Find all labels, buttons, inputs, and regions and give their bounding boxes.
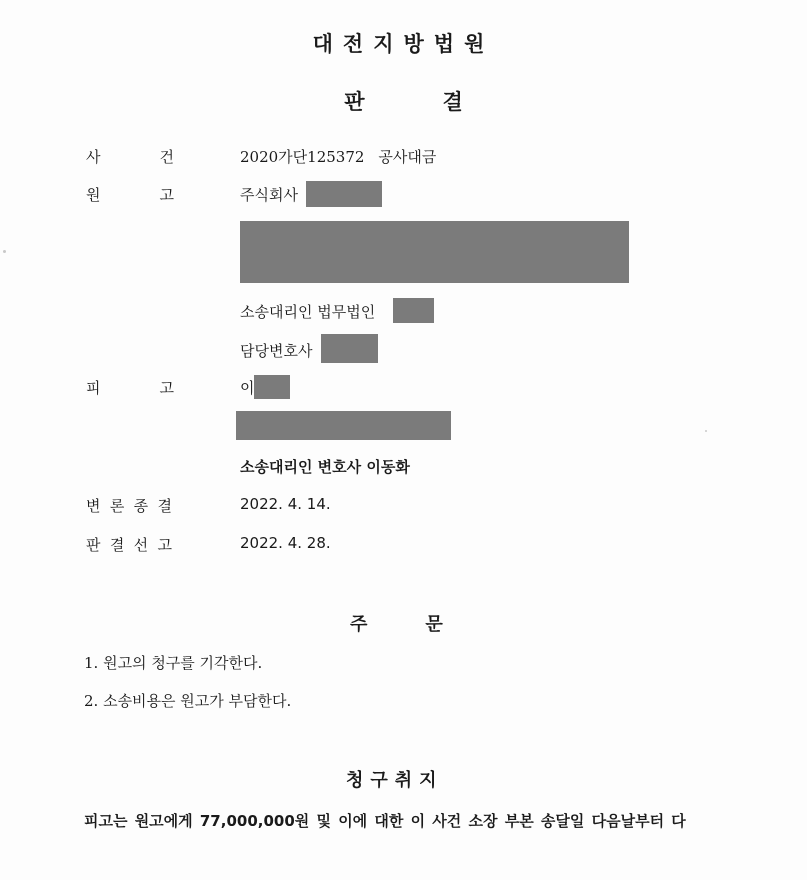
order-item-1: 1. 원고의 청구를 기각한다. — [84, 654, 263, 672]
defendant-name: 이 — [240, 379, 255, 397]
plaintiff-label-text: 원 고 — [86, 186, 174, 204]
judgment-date-label-text: 판 결 선 고 — [86, 536, 172, 554]
order-heading-char-1: 주 — [350, 614, 368, 635]
judgment-date-value: 2022. 4. 28. — [240, 534, 331, 552]
title-char-2: 결 — [442, 90, 463, 114]
case-name: 공사대금 — [378, 148, 437, 166]
hearing-end-label — [86, 495, 172, 516]
defendant-name-redaction — [254, 375, 290, 399]
case-value — [240, 146, 436, 167]
order-item-2: 2. 소송비용은 원고가 부담한다. — [84, 692, 292, 710]
plaintiff-address-redaction — [240, 221, 629, 283]
document-title — [0, 86, 807, 116]
case-number: 2020가단125372 — [240, 148, 365, 166]
scan-speck — [705, 430, 707, 432]
hearing-end-label-text: 변 론 종 결 — [86, 497, 172, 515]
title-char-1: 판 — [344, 90, 365, 114]
defendant-counsel: 소송대리인 변호사 이동화 — [240, 458, 410, 476]
plaintiff-name-redaction — [306, 181, 382, 207]
defendant-label — [86, 377, 174, 398]
court-name: 대전지방법원 — [312, 32, 495, 56]
scan-speck — [3, 250, 6, 253]
plaintiff-firm-redaction — [393, 298, 434, 323]
claim-text: 피고는 원고에게 77,000,000원 및 이에 대한 이 사건 소장 부본 송달일 다음날부터 다 — [84, 812, 686, 830]
defendant-address-redaction — [236, 411, 451, 440]
plaintiff-attorney: 담당변호사 — [240, 342, 313, 360]
case-label-text: 사 건 — [86, 148, 174, 166]
plaintiff-label — [86, 184, 174, 205]
defendant-label-text: 피 고 — [86, 379, 174, 397]
judgment-date-label — [86, 534, 172, 555]
order-heading-char-2: 문 — [425, 614, 443, 635]
order-heading — [350, 610, 443, 636]
case-label — [86, 146, 174, 167]
claim-heading: 청구취지 — [346, 770, 444, 791]
plaintiff-attorney-redaction — [321, 334, 378, 363]
plaintiff-counsel: 소송대리인 법무법인 — [240, 303, 376, 321]
hearing-end-date: 2022. 4. 14. — [240, 495, 331, 513]
plaintiff-name: 주식회사 — [240, 186, 298, 204]
